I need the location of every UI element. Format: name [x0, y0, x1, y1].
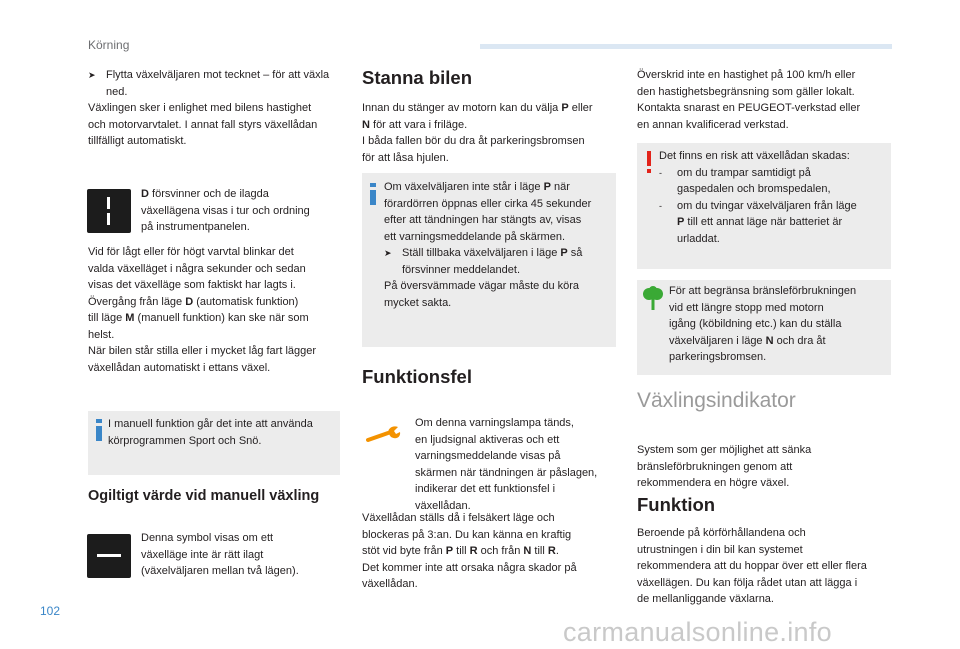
col2-para1: Innan du stänger av motorn kan du välja P eller N för att vara i friläge. I båda fallen bör du dra åt parkeringsbromsen för att låsa hjulen. [362, 102, 593, 164]
invalid-description: Denna symbol visas om ett växelläge inte är rätt ilagt (växelväljaren mellan två lägen). [141, 532, 299, 577]
arrow-bullet-icon: ➤ [384, 248, 392, 258]
dash-item: - om du tvingar växelväljaren från läge [659, 199, 857, 212]
col3-para3: Beroende på körförhållandena och utrustningen i din bil kan systemet rekommendera att du hoppar över ett eller flera växellägen. Du kan följa rådet utan att lägga i de mellanliggande växlarna. [637, 527, 867, 605]
wrench-warning-icon [366, 423, 402, 445]
exclamation-warning-icon [644, 151, 654, 173]
info-icon [93, 419, 105, 441]
eco-box: För att begränsa bränsleförbrukningen vid ett längre stopp med motorn igång (köbildning etc.) kan du ställa växelväljaren i läge N och dra åt parkeringsbromsen. [637, 280, 891, 375]
col3-para2: System som ger möjlighet att sänka bränsleförbrukningen genom att rekommendera en högre växel. [637, 444, 812, 489]
function-heading: Funktion [637, 494, 716, 515]
eco-tree-icon [642, 286, 664, 310]
invalid-value-heading: Ogiltigt värde vid manuell växling [88, 488, 320, 504]
malfunction-heading: Funktionsfel [362, 366, 472, 387]
col1-intro: ➤ Flytta växelväljaren mot tecknet – för att växla ned. Växlingen sker i enlighet med bilens hastighet och motorvarvtalet. I annat fall styrs växellådan tillfälligt automatiskt. [88, 67, 343, 150]
col3-para1: Överskrid inte en hastighet på 100 km/h eller den hastighetsbegränsning som gäller lokalt. Kontakta snarast en PEUGEOT-verkstad eller en annan kvalificerad verkstad. [637, 69, 861, 131]
page-number: 102 [40, 604, 61, 618]
bullet-item: ➤ Ställ tillbaka växelväljaren i läge P så [384, 245, 614, 262]
col1-para2: Vid för lågt eller för högt varvtal blinkar det valda växelläget i några sekunder och sedan visas det växelläge som faktiskt har lagts i. Övergång från läge D (automatisk funktion) till läge M (manuell funktion) kan ske när som helst. När bilen står stilla eller i mycket låg fart lägger växellådan automatiskt i ettans växel. [88, 246, 317, 374]
header-bar [480, 44, 892, 49]
dash-item: - om du trampar samtidigt på [659, 166, 811, 179]
warning-box: Det finns en risk att växellådan skadas: - om du trampar samtidigt på gaspedalen och bromspedalen, - om du tvingar växelväljaren från läge P till ett annat läge när batteriet är urladdat. [637, 143, 891, 269]
section-title: Körning [88, 38, 130, 52]
fault-description: Om denna varningslampa tänds, en ljudsignal aktiveras och ett varningsmeddelande visas på skärmen när tändningen är påslagen, indikerar det ett funktionsfel i växellådan. [415, 417, 598, 512]
invalid-gear-icon [87, 534, 131, 578]
watermark: carmanualsonline.info [563, 617, 832, 647]
info-box: Om växelväljaren inte står i läge P när förardörren öppnas eller cirka 45 sekunder efter att tändningen har stängts av, visas ett varningsmeddelande på skärmen. ➤ Ställ tillbaka växelväljaren i läge P så försvinner meddelandet. På översvämmade vägar måste du köra mycket sakta. [362, 173, 616, 347]
d-description: D försvinner och de ilagda växellägena visas i tur och ordning på instrumentpanelen. [141, 188, 310, 233]
info-box: I manuell funktion går det inte att använda körprogrammen Sport och Snö. [88, 411, 340, 475]
stop-car-heading: Stanna bilen [362, 67, 472, 88]
bullet-item: ➤ Flytta växelväljaren mot tecknet – för att växla ned. [88, 67, 343, 100]
info-icon [367, 183, 379, 205]
col2-para2: Växellådan ställs då i felsäkert läge och blockeras på 3:an. Du kan känna en kraftig stöt vid byte från P till R och från N till R. Det kommer inte att orsaka några skador på växellådan. [362, 512, 577, 590]
shift-indicator-heading: Växlingsindikator [637, 389, 796, 412]
gear-display-d-icon [87, 189, 131, 233]
arrow-bullet-icon: ➤ [88, 70, 96, 80]
